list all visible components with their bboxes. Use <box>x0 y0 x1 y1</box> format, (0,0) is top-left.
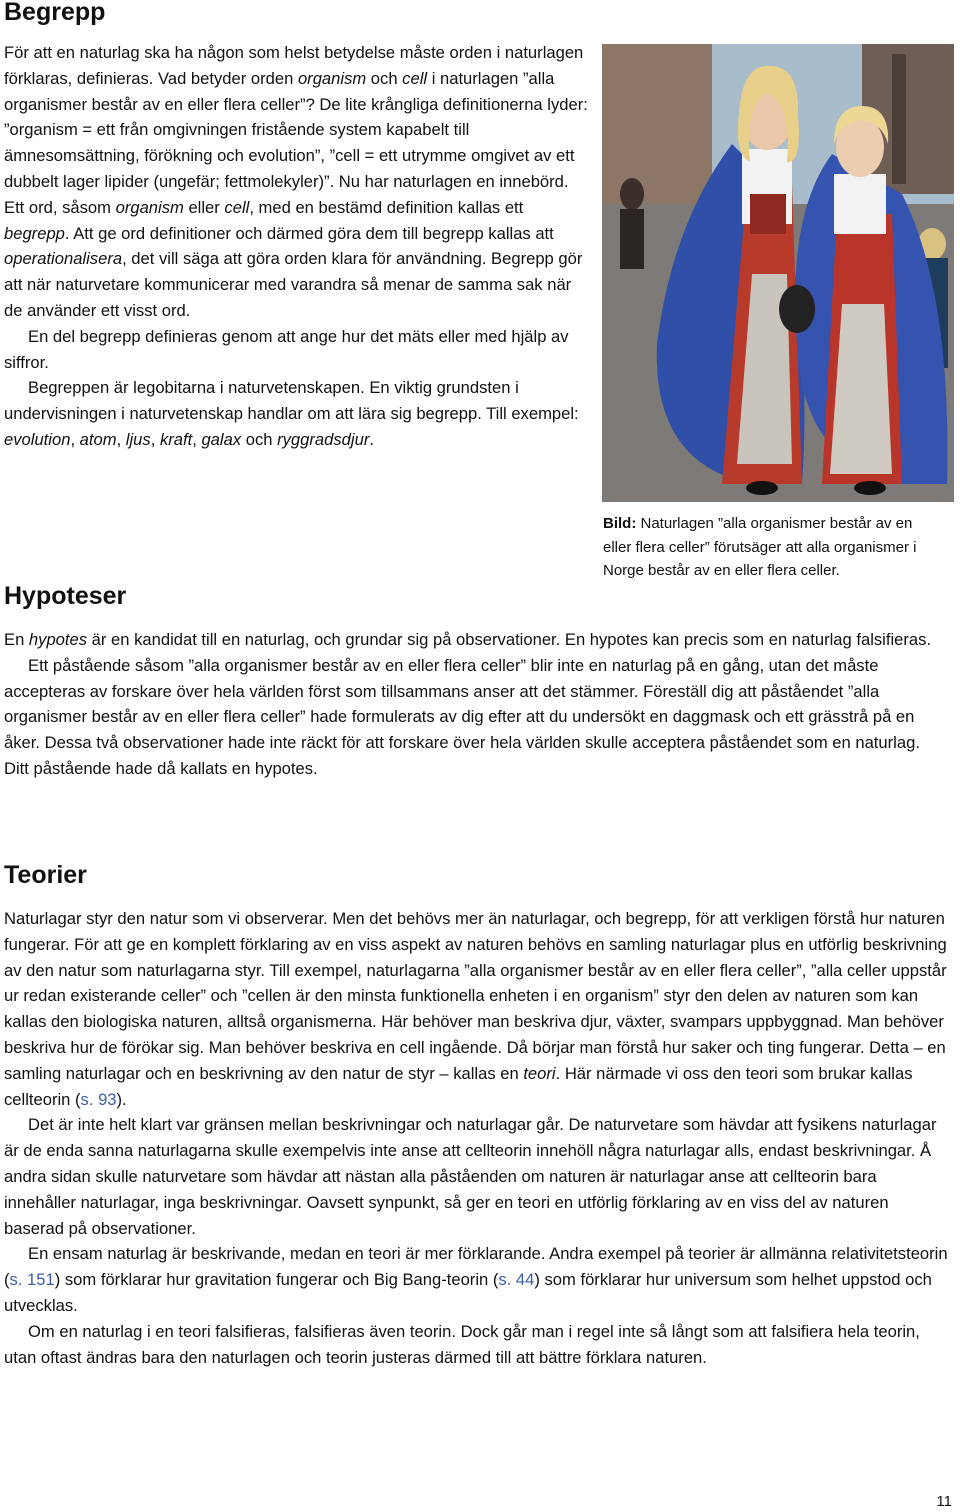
text-run: , med en bestämd definition kallas ett <box>249 197 524 217</box>
text-run: och <box>366 68 403 88</box>
italic-term: organism <box>297 68 367 88</box>
text-run: , <box>70 429 80 449</box>
teorier-paragraph-1 <box>4 906 948 1112</box>
teorier-paragraph-2 <box>4 1112 948 1241</box>
text-run: Naturlagar styr den natur som vi observerar. Men det behövs mer än naturlagar, och begrepp, för att verkligen förstå hur naturen fungerar. För att ge en komplett förklaring av en viss aspekt av naturen behövs en samling naturlagar plus en utförlig beskrivning av den natur som naturlagarna styr. Till exempel, naturlagarna ”alla organismer består av en eller flera celler”, ”alla celler uppstår ur redan existerande celler” och ”cellen är den minsta funktionella enheten i en organism” styr den delen av naturen som kan kallas den biologiska naturen, alltså organismerna. Här behöver man beskriva djur, växter, svampars uppbyggnad. Man behöver beskriva hur de förökar sig. Man behöver beskriva en cell ingående. Då börjar man förstå hur saker och ting fungerar. Detta – en samling naturlagar och en beskrivning av den natur de styr – kallas en <box>4 909 947 1083</box>
begrepp-paragraph-1 <box>4 40 590 324</box>
text-run: är en kandidat till en naturlag, och grundar sig på observationer. En hypotes kan precis som en naturlag falsifieras. <box>87 630 932 649</box>
text-run: , <box>150 429 160 449</box>
caption-label: Bild: <box>603 515 637 532</box>
page-reference-link[interactable]: s. 93 <box>80 1089 117 1109</box>
caption-text: Naturlagen ”alla organismer består av en eller flera celler” förutsäger att alla organismer i Norge består av en eller flera celler. <box>603 515 917 579</box>
text-run: . <box>369 429 374 449</box>
text-run: En del begrepp definieras genom att ange hur det mäts eller med hjälp av siffror. <box>4 326 569 372</box>
italic-term: teori <box>523 1063 556 1083</box>
text-run: Begreppen är legobitarna i naturvetenskapen. En viktig grundsten i undervisningen i naturvetenskap handlar om att lära sig begrepp. Till exempel: <box>4 378 579 424</box>
text-run: och <box>241 429 278 449</box>
italic-term: atom <box>79 429 117 449</box>
heading-begrepp: Begrepp <box>4 0 106 26</box>
begrepp-paragraph-2 <box>4 324 590 376</box>
italic-term: hypotes <box>28 630 88 649</box>
text-run: ) som förklarar hur universum som helhet uppstod och utvecklas. <box>4 1270 932 1315</box>
teorier-paragraph-3 <box>4 1241 948 1318</box>
heading-hypoteser: Hypoteser <box>4 582 127 610</box>
hypoteser-paragraph-1 <box>4 627 948 653</box>
photo-caption <box>603 512 943 583</box>
hypoteser-paragraph-2 <box>4 653 948 782</box>
page-reference-link[interactable]: s. 151 <box>9 1270 55 1290</box>
italic-term: operationalisera <box>4 249 123 269</box>
text-run: . Att ge ord definitioner och därmed göra dem till begrepp kallas att <box>64 223 554 243</box>
italic-term: cell <box>224 197 250 217</box>
text-run: Om en naturlag i en teori falsifieras, falsifieras även teorin. Dock går man i regel inte så långt som att falsifiera hela teorin, utan oftast ändras bara den naturlagen och teorin justeras därmed till att bättre förklara naturen. <box>4 1321 920 1367</box>
text-run: ). <box>116 1089 127 1109</box>
italic-term: kraft <box>159 429 193 449</box>
page-reference-link[interactable]: s. 44 <box>498 1270 535 1290</box>
hypoteser-body <box>4 627 948 782</box>
italic-term: evolution <box>4 429 71 449</box>
begrepp-paragraph-3 <box>4 375 590 452</box>
teorier-paragraph-4 <box>4 1319 948 1371</box>
italic-term: ljus <box>125 429 151 449</box>
text-run: En ensam naturlag är beskrivande, medan en teori är mer förklarande. Andra exempel på teorier är allmänna relativitetsteorin ( <box>4 1244 948 1290</box>
italic-term: begrepp <box>4 223 65 243</box>
text-run: En <box>4 630 29 649</box>
text-run: . Här närmade vi oss den teori som brukar kallas cellteorin ( <box>4 1063 913 1109</box>
folk-costume-photo <box>602 44 954 502</box>
italic-term: ryggradsdjur <box>277 429 370 449</box>
text-run: ) som förklarar hur gravitation fungerar och Big Bang-teorin ( <box>54 1270 499 1290</box>
text-run: , <box>116 429 126 449</box>
italic-term: galax <box>201 429 242 449</box>
italic-term: organism <box>115 197 184 217</box>
begrepp-body <box>4 40 590 453</box>
text-run: Det är inte helt klart var gränsen mellan beskrivningar och naturlagar går. De naturvetare som hävdar att fysikens naturlagar är de enda sanna naturlagarna skulle exempelvis inte anse att cellteorin innehöll några naturlagar alls, endast beskrivningar. Å andra sidan skulle naturvetare som hävdar att nästan alla påståenden om naturen är naturlagar anse att cellteorin bara innehåller naturlagar, inga beskrivningar. Oavsett synpunkt, så ger en teori en utförlig förklaring av en viss del av naturen baserad på observationer. <box>4 1115 937 1238</box>
italic-term: cell <box>402 68 428 88</box>
heading-teorier: Teorier <box>4 861 87 889</box>
text-run: i naturlagen ”alla organismer består av en eller flera celler”? De lite krångliga definitionerna lyder: ”organism = ett från omgivningen fristående system kapabelt till ämnesomsättning, förökning och evolution”, ”cell = ett utrymme omgivet av ett dubbelt lager lipider (ungefär; fettmolekyler)”. Nu har naturlagen en innebörd. Ett ord, såsom <box>4 68 588 217</box>
text-run: eller <box>183 197 225 217</box>
text-run: För att en naturlag ska ha någon som helst betydelse måste orden i naturlagen förklaras, definieras. Vad betyder orden <box>4 43 584 88</box>
text-run: , det vill säga att göra orden klara för användning. Begrepp gör att när naturvetare kommunicerar med varandra så menar de samma sak när de använder ett visst ord. <box>4 249 583 320</box>
page-number: 11 <box>936 1493 952 1510</box>
teorier-body <box>4 906 948 1370</box>
text-run: , <box>192 429 202 449</box>
text-run: Ett påstående såsom ”alla organismer består av en eller flera celler” blir inte en naturlag på en gång, utan det måste accepteras av forskare över hela världen först som tillsammans anser att det stämmer. Föreställ dig att påståendet ”alla organismer består av en eller flera celler” hade formulerats av dig efter att du undersökt en daggmask och ett grässtrå på en åker. Dessa två observationer hade inte räckt för att forskare över hela världen skulle acceptera påståendet som en naturlag. Ditt påstående hade då kallats en hypotes. <box>4 655 920 778</box>
